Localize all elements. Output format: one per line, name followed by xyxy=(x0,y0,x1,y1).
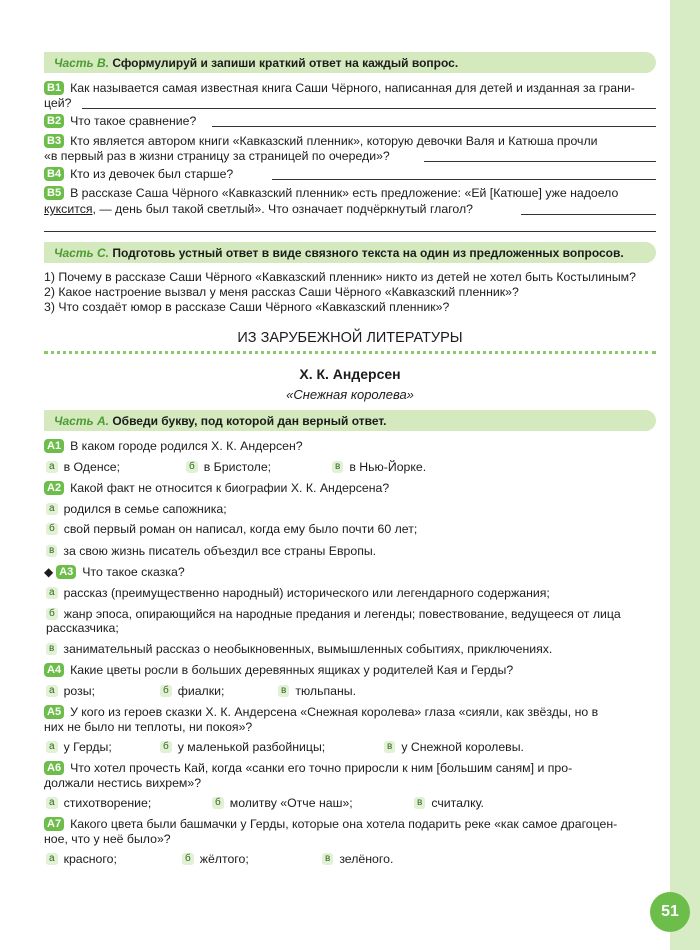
question-a2-text: Какой факт не относится к биографии Х. К. Андерсена? xyxy=(70,481,390,495)
option-letter[interactable]: а xyxy=(46,741,58,753)
option-letter[interactable]: б xyxy=(46,523,58,535)
option-text: стихотворение; xyxy=(63,796,152,810)
part-a-header xyxy=(54,414,387,428)
question-a4-text: Какие цветы росли в больших деревянных ящиках у родителей Кая и Герды? xyxy=(70,663,514,677)
question-b5 xyxy=(44,186,618,201)
a3-option-a[interactable] xyxy=(46,586,550,601)
part-a-instruction: Обведи букву, под которой дан верный ответ. xyxy=(112,414,387,428)
question-b5-text: В рассказе Саша Чёрного «Кавказский пленник» есть предложение: «Ей [Катюше] уже надоело xyxy=(70,186,619,200)
question-b5-cont xyxy=(44,202,473,217)
badge-a1: А1 xyxy=(44,439,64,453)
question-b2 xyxy=(44,114,196,129)
a2-option-a[interactable] xyxy=(46,502,227,517)
a3-option-b-cont: рассказчика; xyxy=(46,621,119,635)
a6-option-a[interactable] xyxy=(46,796,151,811)
part-b-label: Часть В. xyxy=(54,56,109,70)
option-letter[interactable]: в xyxy=(414,797,425,809)
question-a6 xyxy=(44,761,572,776)
option-text: свой первый роман он написал, когда ему было почти 60 лет; xyxy=(63,522,418,536)
option-letter[interactable]: а xyxy=(46,797,58,809)
answer-line-b3[interactable] xyxy=(424,161,656,162)
option-letter[interactable]: а xyxy=(46,853,58,865)
question-a2 xyxy=(44,481,389,496)
option-letter[interactable]: б xyxy=(182,853,194,865)
badge-b3: В3 xyxy=(44,134,64,148)
badge-a6: А6 xyxy=(44,761,64,775)
option-text: родился в семье сапожника; xyxy=(63,502,227,516)
option-letter[interactable]: в xyxy=(384,741,395,753)
part-c-label: Часть С. xyxy=(54,246,109,260)
option-letter[interactable]: в xyxy=(322,853,333,865)
part-b-instruction: Сформулируй и запиши краткий ответ на каждый вопрос. xyxy=(112,56,459,70)
question-b3-cont: «в первый раз в жизни страницу за страницей по очереди»? xyxy=(44,149,390,163)
question-b3-text: Кто является автором книги «Кавказский пленник», которую девочки Валя и Катюша прочли xyxy=(70,134,598,148)
option-text: розы; xyxy=(63,684,95,698)
option-text: в Нью-Йорке. xyxy=(349,460,427,474)
question-a6-cont: должали нестись вихрем»? xyxy=(44,776,202,790)
work-title: «Снежная королева» xyxy=(286,387,414,402)
part-c-instruction: Подготовь устный ответ в виде связного текста на один из предложенных вопросов. xyxy=(112,246,624,260)
underlined-verb: куксится xyxy=(44,202,93,216)
answer-line-b1[interactable] xyxy=(82,108,656,109)
a4-option-a[interactable] xyxy=(46,684,95,699)
a3-option-b[interactable] xyxy=(46,607,621,622)
a6-option-v[interactable] xyxy=(414,796,484,811)
question-a5-cont: них не было ни теплоты, ни покоя»? xyxy=(44,720,253,734)
option-text: рассказ (преимущественно народный) исторического или легендарного содержания; xyxy=(63,586,550,600)
option-letter[interactable]: б xyxy=(160,685,172,697)
option-letter[interactable]: б xyxy=(46,608,58,620)
part-c-header xyxy=(54,246,624,260)
option-text: у Снежной королевы. xyxy=(401,740,524,754)
option-text: зелёного. xyxy=(339,852,394,866)
a5-option-a[interactable] xyxy=(46,740,112,755)
page-number: 51 xyxy=(650,892,690,932)
option-letter[interactable]: в xyxy=(278,685,289,697)
option-text: жанр эпоса, опирающийся на народные предания и легенды; повествование, ведущееся от лица xyxy=(63,607,621,621)
option-letter[interactable]: а xyxy=(46,587,58,599)
badge-a2: А2 xyxy=(44,481,64,495)
badge-b2: В2 xyxy=(44,114,64,128)
question-b1-cont: цей? xyxy=(44,96,72,110)
question-a5-text: У кого из героев сказки Х. К. Андерсена «Снежная королева» глаза «сияли, как звёзды, но в xyxy=(70,705,599,719)
question-a1-text: В каком городе родился Х. К. Андерсен? xyxy=(70,439,303,453)
option-text: считалку. xyxy=(431,796,484,810)
a1-option-v[interactable] xyxy=(332,460,426,475)
part-c-question-1: 1) Почему в рассказе Саши Чёрного «Кавказский пленник» никто из детей не хотел быть Костылиным? xyxy=(44,270,636,284)
a2-option-v[interactable] xyxy=(46,544,376,559)
option-text: жёлтого; xyxy=(199,852,249,866)
option-letter[interactable]: б xyxy=(212,797,224,809)
question-a5 xyxy=(44,705,598,720)
option-text: занимательный рассказ о необыкновенных, вымышленных событиях, приключениях. xyxy=(63,642,553,656)
badge-a3: А3 xyxy=(56,565,76,579)
question-a3-text: Что такое сказка? xyxy=(82,565,185,579)
option-text: тюльпаны. xyxy=(295,684,357,698)
badge-a5: А5 xyxy=(44,705,64,719)
option-letter[interactable]: в xyxy=(332,461,343,473)
option-text: в Бристоле; xyxy=(203,460,272,474)
author-name: Х. К. Андерсен xyxy=(299,366,401,382)
question-b3 xyxy=(44,134,598,149)
part-c-question-2: 2) Какое настроение вызвал у меня рассказ Саши Чёрного «Кавказский пленник»? xyxy=(44,285,519,299)
question-a7-text: Какого цвета были башмачки у Герды, которые она хотела подарить реке «как самое драгоцен- xyxy=(70,817,618,831)
a1-option-a[interactable] xyxy=(46,460,120,475)
option-letter[interactable]: в xyxy=(46,545,57,557)
answer-line-b5[interactable] xyxy=(521,214,656,215)
a7-option-a[interactable] xyxy=(46,852,117,867)
option-letter[interactable]: а xyxy=(46,685,58,697)
a5-option-b[interactable] xyxy=(160,740,325,755)
a4-option-v[interactable] xyxy=(278,684,356,699)
a2-option-b[interactable] xyxy=(46,522,417,537)
option-letter[interactable]: б xyxy=(160,741,172,753)
section-title: ИЗ ЗАРУБЕЖНОЙ ЛИТЕРАТУРЫ xyxy=(237,330,463,346)
option-letter[interactable]: а xyxy=(46,503,58,515)
badge-a4: А4 xyxy=(44,663,64,677)
option-text: молитву «Отче наш»; xyxy=(229,796,353,810)
question-b4 xyxy=(44,167,233,182)
dotted-divider xyxy=(44,351,656,354)
answer-line-b5-extra[interactable] xyxy=(44,231,656,232)
question-a1 xyxy=(44,439,303,454)
a5-option-v[interactable] xyxy=(384,740,524,755)
diamond-icon: ◆ xyxy=(44,565,54,579)
a3-option-v[interactable] xyxy=(46,642,552,657)
badge-b5: В5 xyxy=(44,186,64,200)
option-text: в Оденсе; xyxy=(63,460,121,474)
badge-b4: В4 xyxy=(44,167,64,181)
question-a7-cont: ное, что у неё было»? xyxy=(44,832,171,846)
a4-option-b[interactable] xyxy=(160,684,224,699)
badge-b1: В1 xyxy=(44,81,64,95)
a1-option-b[interactable] xyxy=(186,460,271,475)
question-a4 xyxy=(44,663,513,678)
question-b5-rest: , — день был такой светлый». Что означает подчёркнутый глагол? xyxy=(92,202,473,216)
option-text: за свою жизнь писатель объездил все страны Европы. xyxy=(63,544,377,558)
question-b1 xyxy=(44,81,635,96)
question-a6-text: Что хотел прочесть Кай, когда «санки его точно приросли к ним [большим саням] и про- xyxy=(70,761,573,775)
option-text: у маленькой разбойницы; xyxy=(177,740,326,754)
question-b2-text: Что такое сравнение? xyxy=(70,114,197,128)
question-a7 xyxy=(44,817,617,832)
a7-option-v[interactable] xyxy=(322,852,393,867)
option-text: фиалки; xyxy=(177,684,225,698)
question-a3 xyxy=(44,565,185,580)
question-b1-text: Как называется самая известная книга Саши Чёрного, написанная для детей и изданная за грани- xyxy=(70,81,635,95)
part-c-question-3: 3) Что создаёт юмор в рассказе Саши Чёрного «Кавказский пленник»? xyxy=(44,300,450,314)
question-b4-text: Кто из девочек был старше? xyxy=(70,167,234,181)
option-letter[interactable]: б xyxy=(186,461,198,473)
page-edge-strip xyxy=(670,0,700,950)
a6-option-b[interactable] xyxy=(212,796,353,811)
option-letter[interactable]: в xyxy=(46,643,57,655)
badge-a7: А7 xyxy=(44,817,64,831)
answer-line-b4[interactable] xyxy=(272,179,656,180)
part-a-label: Часть А. xyxy=(54,414,109,428)
option-text: красного; xyxy=(63,852,117,866)
option-letter[interactable]: а xyxy=(46,461,58,473)
a7-option-b[interactable] xyxy=(182,852,249,867)
option-text: у Герды; xyxy=(63,740,112,754)
part-b-header xyxy=(54,56,458,70)
answer-line-b2[interactable] xyxy=(212,126,656,127)
